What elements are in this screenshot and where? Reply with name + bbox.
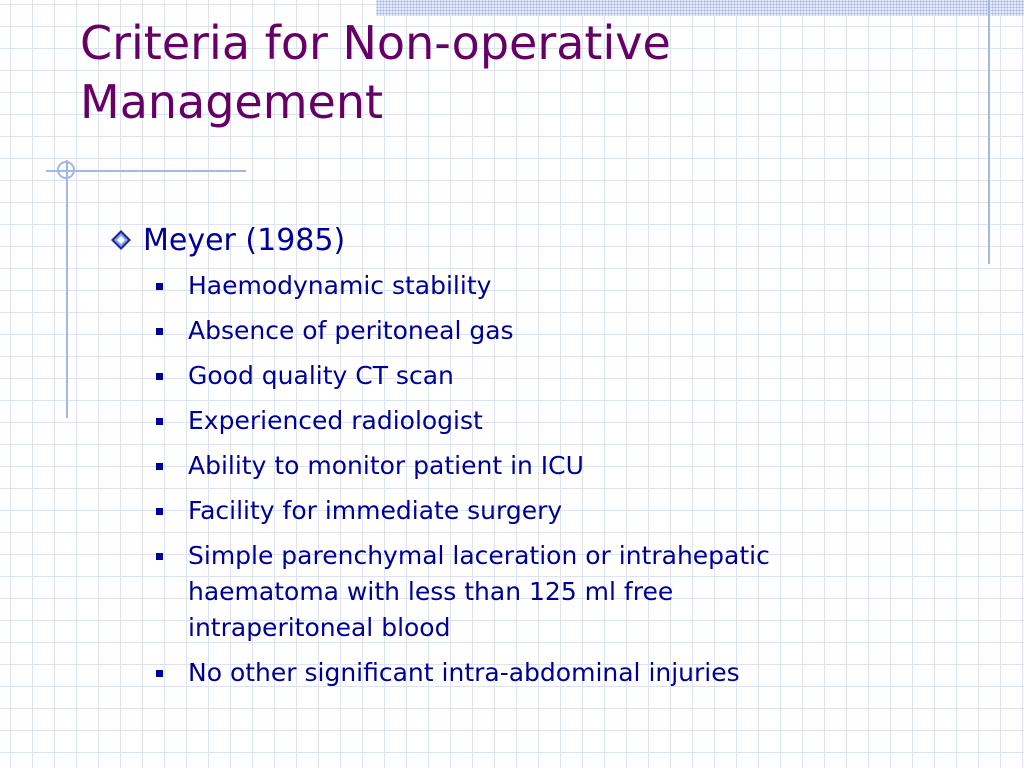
list-item-text-line: Facility for immediate surgery — [188, 496, 563, 525]
square-bullet-icon — [156, 418, 163, 425]
square-bullet-icon — [156, 283, 163, 290]
list-item-text-line: Haemodynamic stability — [188, 271, 492, 300]
square-bullet-icon — [156, 328, 163, 335]
list-item-text-line: Ability to monitor patient in ICU — [188, 451, 584, 480]
heading-bullet-text: Meyer (1985) — [143, 223, 346, 258]
list-item-text-line: Experienced radiologist — [188, 406, 483, 435]
list-item-text-line: Simple parenchymal laceration or intrahepatic — [188, 541, 770, 570]
accent-vertical-line-left — [66, 160, 68, 418]
square-bullet-icon — [156, 373, 163, 380]
slide-title-line: Criteria for Non-operative — [80, 16, 671, 70]
heading-bullet-item — [108, 222, 908, 262]
list-item — [108, 358, 908, 394]
accent-horizontal-line — [46, 170, 246, 172]
criteria-list — [108, 268, 908, 691]
list-item — [108, 448, 908, 484]
list-item — [108, 268, 908, 304]
list-item — [108, 655, 908, 691]
list-item — [108, 493, 908, 529]
list-item — [108, 403, 908, 439]
diamond-bullet-icon — [110, 229, 132, 251]
slide-title-line: Management — [80, 75, 384, 129]
square-bullet-icon — [156, 670, 163, 677]
square-bullet-icon — [156, 508, 163, 515]
list-item-text-line: No other significant intra-abdominal injuries — [188, 658, 740, 687]
slide-title — [80, 14, 960, 132]
accent-circle-mark — [57, 161, 75, 179]
square-bullet-icon — [156, 463, 163, 470]
list-item — [108, 538, 908, 646]
list-item-text-line: intraperitoneal blood — [188, 613, 451, 642]
list-item-text-line: haematoma with less than 125 ml free — [188, 577, 674, 606]
list-item — [108, 313, 908, 349]
accent-vertical-line-right — [988, 0, 990, 264]
list-item-text-line: Good quality CT scan — [188, 361, 454, 390]
slide-body — [108, 222, 908, 700]
list-item-text-line: Absence of peritoneal gas — [188, 316, 514, 345]
square-bullet-icon — [156, 553, 163, 560]
